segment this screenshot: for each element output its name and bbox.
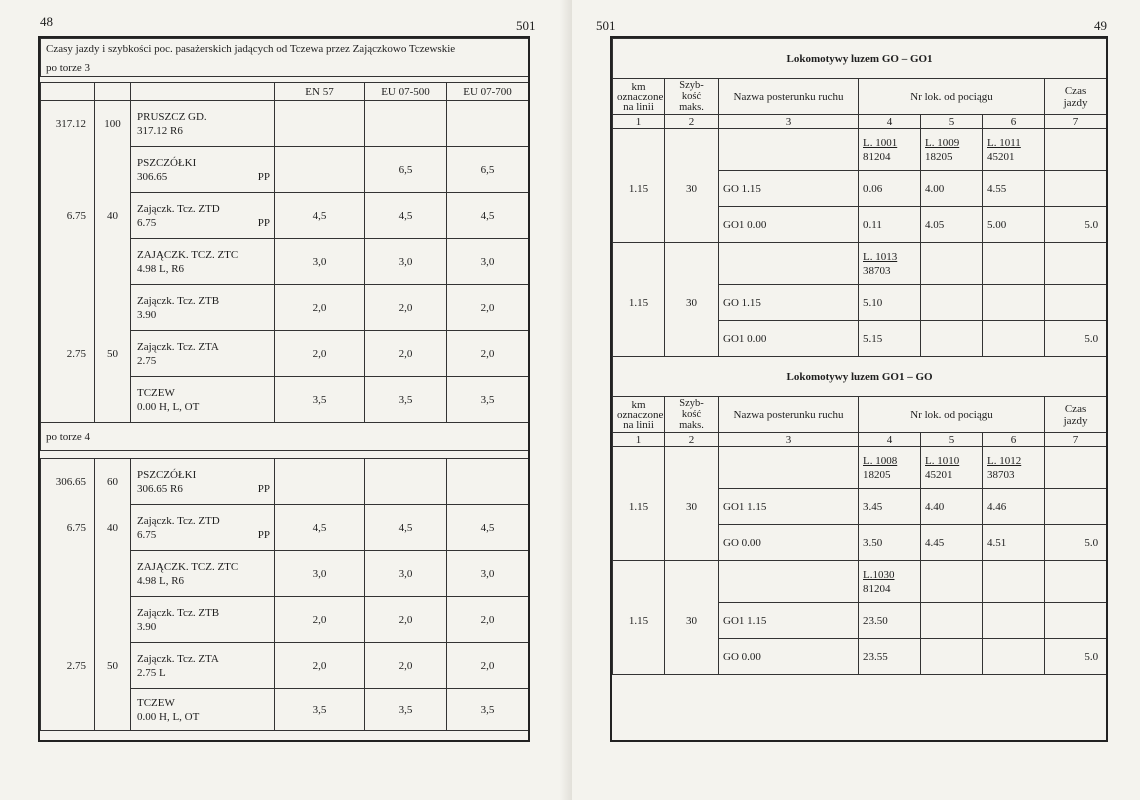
station-name: PSZCZÓŁKI: [137, 156, 197, 169]
station-name: Zajączk. Tcz. ZTA: [137, 340, 219, 353]
right-page: [572, 0, 1140, 800]
station-name: PRUSZCZ GD.: [137, 110, 207, 123]
station-name: ZAJĄCZK. TCZ. ZTC: [137, 248, 239, 261]
section1-title: Lokomotywy luzem GO – GO1: [613, 39, 1107, 79]
km-header-line3: na linii: [623, 100, 654, 113]
run-time: [1045, 489, 1107, 525]
time-eu700: 2,0: [447, 597, 529, 643]
km-cell: 2.75: [41, 331, 95, 377]
station-location: 4.98 L, R6: [137, 262, 185, 275]
table-row: [41, 239, 529, 285]
time-en57: 2,0: [275, 643, 365, 689]
time-eu500: [365, 101, 447, 147]
time-eu500: 3,5: [365, 377, 447, 423]
track3-label: po torze 3: [41, 61, 529, 77]
table-title: Czasy jazdy i szybkości poc. pasażerskich jadących od Tczewa przez Zajączkowo Tczewskie: [41, 39, 529, 61]
station-tag: PP: [257, 170, 270, 183]
time-eu700: [447, 459, 529, 505]
time-eu500: 4,5: [365, 193, 447, 239]
time-eu500: 4,5: [365, 505, 447, 551]
loco-number: 18205: [925, 150, 953, 163]
col-num: 4: [859, 115, 921, 129]
time-cell: 0.11: [859, 207, 921, 243]
speed-header-line3: maks.: [679, 102, 704, 113]
col-num: 5: [921, 115, 983, 129]
time-eu700: [447, 101, 529, 147]
time-en57: [275, 459, 365, 505]
run-time: [1045, 171, 1107, 207]
loco-number: 45201: [925, 468, 953, 481]
loco-number: 38703: [863, 264, 891, 277]
col-eu07-500: EU 07-500: [365, 83, 447, 101]
post-name: GO 0.00: [719, 525, 859, 561]
train-number: L. 1009: [925, 136, 960, 149]
table-row: [613, 285, 1107, 321]
time-cell: 23.50: [859, 603, 921, 639]
time-cell: 4.51: [983, 525, 1045, 561]
speed-cell: 50: [95, 331, 131, 377]
column-number-row: [613, 433, 1107, 447]
station-location: 306.65 R6: [137, 482, 183, 495]
loco-number: 38703: [987, 468, 1015, 481]
station-location: 306.65: [137, 170, 168, 183]
col-num: 6: [983, 433, 1045, 447]
station-location: 0.00 H, L, OT: [137, 400, 200, 413]
speed-cell: 40: [95, 193, 131, 239]
time-eu700: 6,5: [447, 147, 529, 193]
station-location: 3.90: [137, 308, 157, 321]
table-row: [41, 551, 529, 597]
train-number: L. 1001: [863, 136, 898, 149]
km-cell: 2.75: [41, 643, 95, 689]
left-timetable: [38, 36, 530, 742]
time-en57: 2,0: [275, 597, 365, 643]
time-header: Czas: [1064, 402, 1087, 415]
right-table: [612, 38, 1107, 675]
station-tag: PP: [257, 528, 270, 541]
time-header: Czas: [1064, 84, 1087, 97]
station-location: 4.98 L, R6: [137, 574, 185, 587]
speed-cell: 40: [95, 505, 131, 551]
time-eu500: [365, 459, 447, 505]
page-number-501-right: 501: [596, 18, 616, 33]
post-header: Nazwa posterunku ruchu: [719, 79, 859, 115]
post-name: GO 0.00: [719, 639, 859, 675]
time-en57: 2,0: [275, 285, 365, 331]
km-header: km: [631, 80, 646, 93]
post-name: GO 1.15: [719, 285, 859, 321]
time-cell: 4.05: [921, 207, 983, 243]
station-name: PSZCZÓŁKI: [137, 468, 197, 481]
time-eu500: 3,0: [365, 551, 447, 597]
speed-header-line2: kość: [681, 409, 702, 420]
station-name: TCZEW: [137, 696, 175, 709]
station-name: Zajączk. Tcz. ZTB: [137, 606, 220, 619]
time-cell: 0.06: [859, 171, 921, 207]
time-header-line2: jazdy: [1063, 96, 1088, 109]
km-cell: 306.65: [41, 459, 95, 505]
station-location: 6.75: [137, 216, 157, 229]
time-en57: [275, 101, 365, 147]
station-location: 2.75: [137, 354, 157, 367]
table-row: [41, 643, 529, 689]
station-name: Zajączk. Tcz. ZTA: [137, 652, 219, 665]
time-eu700: 3,5: [447, 689, 529, 731]
station-name: TCZEW: [137, 386, 175, 399]
train-number: L.1030: [863, 568, 895, 581]
time-en57: 4,5: [275, 193, 365, 239]
col-num: 4: [859, 433, 921, 447]
table-row: [41, 597, 529, 643]
train-number: L. 1013: [863, 250, 898, 263]
loco-number: 45201: [987, 150, 1015, 163]
run-time: 5.0: [1045, 321, 1107, 357]
time-cell: 5.00: [983, 207, 1045, 243]
km-header-line3: na linii: [623, 418, 654, 431]
station-name: Zajączk. Tcz. ZTB: [137, 294, 220, 307]
col-num: 5: [921, 433, 983, 447]
time-eu500: 6,5: [365, 147, 447, 193]
speed-cell: 50: [95, 643, 131, 689]
col-num: 1: [613, 433, 665, 447]
table-row: [613, 447, 1107, 489]
col-num: 7: [1045, 433, 1107, 447]
page-number-48: 48: [40, 14, 53, 29]
col-num: 2: [665, 115, 719, 129]
table-row: [613, 525, 1107, 561]
section2-header: [613, 397, 1107, 433]
speed-cell: 30: [665, 489, 719, 525]
station-location: 317.12 R6: [137, 124, 183, 137]
time-cell: 3.45: [859, 489, 921, 525]
time-cell: 4.55: [983, 171, 1045, 207]
table-row: [41, 459, 529, 505]
km-cell: 1.15: [613, 171, 665, 207]
col-num: 3: [719, 115, 859, 129]
time-eu700: 2,0: [447, 331, 529, 377]
loco-number: 81204: [863, 150, 891, 163]
col-num: 6: [983, 115, 1045, 129]
page-number-49: 49: [1094, 18, 1107, 33]
station-tag: PP: [257, 482, 270, 495]
right-timetable: [610, 36, 1108, 742]
km-cell: 1.15: [613, 285, 665, 321]
time-eu700: 2,0: [447, 285, 529, 331]
km-header-line2: oznaczone: [617, 90, 664, 103]
time-eu700: 3,0: [447, 551, 529, 597]
time-eu500: 3,0: [365, 239, 447, 285]
time-cell: 4.45: [921, 525, 983, 561]
section2-title: Lokomotywy luzem GO1 – GO: [613, 357, 1107, 397]
column-header-row: [41, 83, 529, 101]
page-number-501-left: 501: [516, 18, 536, 33]
column-number-row: [613, 115, 1107, 129]
time-en57: 3,5: [275, 689, 365, 731]
time-en57: 4,5: [275, 505, 365, 551]
station-name: ZAJĄCZK. TCZ. ZTC: [137, 560, 239, 573]
loco-number: 18205: [863, 468, 891, 481]
col-eu07-700: EU 07-700: [447, 83, 529, 101]
speed-header-line2: kość: [681, 91, 702, 102]
run-time: 5.0: [1045, 525, 1107, 561]
km-cell: 1.15: [613, 489, 665, 525]
train-number: L. 1012: [987, 454, 1022, 467]
table-row: [41, 101, 529, 147]
run-time: [1045, 603, 1107, 639]
time-cell: 3.50: [859, 525, 921, 561]
col-num: 3: [719, 433, 859, 447]
locos-header: Nr lok. od pociągu: [859, 79, 1045, 115]
train-number: L. 1011: [987, 136, 1021, 149]
table-row: [613, 603, 1107, 639]
time-cell: 4.00: [921, 171, 983, 207]
km-cell: 6.75: [41, 505, 95, 551]
station-location: 0.00 H, L, OT: [137, 710, 200, 723]
time-eu700: 2,0: [447, 643, 529, 689]
time-en57: 3,0: [275, 239, 365, 285]
speed-cell: 30: [665, 171, 719, 207]
table-row: [41, 505, 529, 551]
table-row: [613, 171, 1107, 207]
table-row: [613, 321, 1107, 357]
time-header-line2: jazdy: [1063, 414, 1088, 427]
time-en57: 2,0: [275, 331, 365, 377]
table-row: [41, 147, 529, 193]
track4-label: po torze 4: [41, 423, 529, 451]
table-row: [613, 129, 1107, 171]
post-header: Nazwa posterunku ruchu: [719, 397, 859, 433]
speed-cell: 100: [95, 101, 131, 147]
table-row: [41, 331, 529, 377]
table-row: [613, 489, 1107, 525]
table-row: [613, 243, 1107, 285]
post-name: GO1 0.00: [719, 207, 859, 243]
time-eu500: 2,0: [365, 331, 447, 377]
post-name: GO1 1.15: [719, 489, 859, 525]
col-num: 7: [1045, 115, 1107, 129]
station-location: 6.75: [137, 528, 157, 541]
time-eu500: 3,5: [365, 689, 447, 731]
time-cell: 5.10: [859, 285, 921, 321]
time-eu700: 3,0: [447, 239, 529, 285]
time-eu700: 3,5: [447, 377, 529, 423]
post-name: GO 1.15: [719, 171, 859, 207]
time-cell: 5.15: [859, 321, 921, 357]
section1-header: [613, 79, 1107, 115]
km-cell: 6.75: [41, 193, 95, 239]
time-eu700: 4,5: [447, 505, 529, 551]
speed-cell: 30: [665, 603, 719, 639]
train-number: L. 1008: [863, 454, 898, 467]
time-en57: 3,0: [275, 551, 365, 597]
km-cell: 1.15: [613, 603, 665, 639]
speed-cell: 30: [665, 285, 719, 321]
table-row: [613, 561, 1107, 603]
table-row: [41, 689, 529, 731]
left-table: [40, 38, 529, 731]
time-eu500: 2,0: [365, 285, 447, 331]
speed-cell: 60: [95, 459, 131, 505]
col-num: 2: [665, 433, 719, 447]
table-row: [613, 207, 1107, 243]
col-num: 1: [613, 115, 665, 129]
time-eu500: 2,0: [365, 597, 447, 643]
post-name: GO1 1.15: [719, 603, 859, 639]
train-number: L. 1010: [925, 454, 960, 467]
station-name: Zajączk. Tcz. ZTD: [137, 202, 220, 215]
table-row: [613, 639, 1107, 675]
station-tag: PP: [257, 216, 270, 229]
km-header-line2: oznaczone: [617, 408, 664, 421]
table-row: [41, 377, 529, 423]
time-cell: 4.46: [983, 489, 1045, 525]
km-cell: 317.12: [41, 101, 95, 147]
km-header: km: [631, 398, 646, 411]
run-time: 5.0: [1045, 639, 1107, 675]
post-name: GO1 0.00: [719, 321, 859, 357]
time-eu700: 4,5: [447, 193, 529, 239]
time-eu500: 2,0: [365, 643, 447, 689]
loco-number: 81204: [863, 582, 891, 595]
locos-header: Nr lok. od pociągu: [859, 397, 1045, 433]
run-time: 5.0: [1045, 207, 1107, 243]
run-time: [1045, 285, 1107, 321]
col-en57: EN 57: [275, 83, 365, 101]
station-location: 3.90: [137, 620, 157, 633]
speed-header: Szyb-: [679, 80, 704, 91]
time-en57: [275, 147, 365, 193]
time-cell: 4.40: [921, 489, 983, 525]
table-row: [41, 285, 529, 331]
station-name: Zajączk. Tcz. ZTD: [137, 514, 220, 527]
speed-header-line3: maks.: [679, 420, 704, 431]
time-cell: 23.55: [859, 639, 921, 675]
table-row: [41, 193, 529, 239]
station-location: 2.75 L: [137, 666, 166, 679]
speed-header: Szyb-: [679, 398, 704, 409]
time-en57: 3,5: [275, 377, 365, 423]
